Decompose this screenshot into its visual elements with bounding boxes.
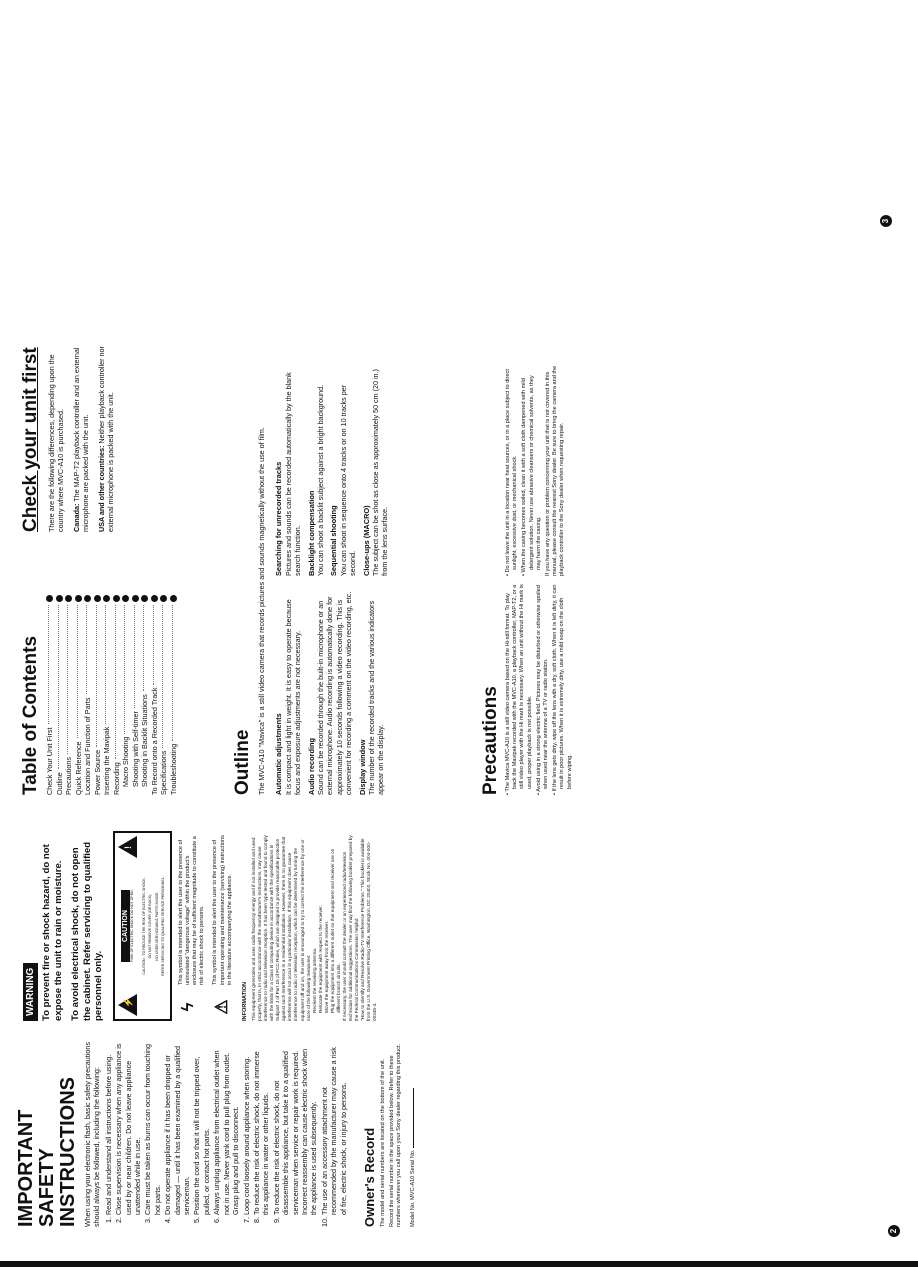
owners-record-title: Owner's Record [361, 1127, 377, 1227]
toc-item[interactable] [140, 595, 150, 795]
toc-dots [105, 605, 106, 724]
safety-section [16, 1042, 417, 1227]
symbol-row-exclamation [212, 831, 234, 1021]
toc-item-label: Outline [54, 772, 64, 795]
caution-line: CAUTION : TO REDUCE THE RISK OF ELECTRIC SHOCK, [141, 877, 146, 975]
outline-section [232, 365, 390, 795]
toc-item[interactable] [102, 595, 112, 795]
toc-dots [134, 605, 135, 708]
safety-title-line1: IMPORTANT SAFETY [15, 1109, 58, 1227]
toc-item-label: Macro Shooting [121, 736, 130, 787]
toc-item[interactable] [121, 595, 131, 795]
page-bullet-icon [56, 595, 63, 602]
outline-text: The subject can be shot as close as approximately 50 cm (20 in.) from the lens surface. [371, 369, 390, 576]
exclamation-triangle-icon: ! [118, 836, 137, 858]
page-bullet-icon [151, 595, 158, 602]
check-usa-text: Neither playback controller nor external microphone is packed with the unit. [96, 346, 116, 532]
toc-dots [153, 605, 154, 685]
toc-dots [124, 605, 125, 734]
outline-heading: Display window [357, 739, 367, 795]
caution-label-box [113, 831, 172, 1021]
page-bullet-icon [170, 595, 177, 602]
precaution-item: • The Mavica MVC-A10 is a still video camera based on the Hi-still format. To play back the Mavipak recorded with the MVC-A10, a playback controller, MAP-T2, or a still video player with the Hi mark is necessary. When an unit without the Hi mark is used, proper playback is not possible. [505, 584, 533, 795]
page-bullet-icon [84, 595, 91, 602]
safety-item: 10. The use of an accessory attachment not recommended by the manufacturer may cause a risk of fire, electric shock, or injury to persons. [320, 1042, 348, 1215]
precautions-columns [505, 365, 576, 795]
precaution-item: • When the casing becomes soiled, clean it with a soft cloth dampened with mild detergent solution. Never use abrasive cleansers or chemical solvents, as they may harm the casing. [521, 375, 542, 576]
safety-item: 3. Care must be taken as burns can occur from touching hot parts. [143, 1042, 162, 1215]
toc-item[interactable] [169, 595, 179, 795]
precaution-item: • Avoid using in a strong electric field. Pictures may be disturbed or otherwise spoiled when used near the antenna of a TV or radio station. [535, 585, 550, 795]
outline-heading: Close-ups (MACRO) [361, 505, 371, 576]
outline-intro: The MVC-A10 "Mavica" is a still video camera that records pictures and sounds magnetically without the use of film. [257, 427, 266, 795]
precaution-text: If the lens gets dirty, wipe off the lens with a dry, soft cloth. When it is left dirty, it can result in poor pictures. When it is extremely dirty, use a mild soap on the cloth before wiping. [552, 584, 573, 792]
safety-intro: When using your electronic flash, basic safety precautions should always be followed, including the following: [83, 1042, 102, 1227]
lightning-symbol-icon: ϟ [177, 1002, 197, 1012]
information-p3: "How to Identify and Resolve Radio-TV Interference Problems." This booklet is available from the U.S. Government Printing Office, Washington, DC 20402, Stock No. 004-000-00345-4. [359, 838, 378, 1021]
outline-heading: Searching for unrecorded tracks [274, 461, 284, 576]
caution-header-row [118, 836, 137, 1016]
information-measure: Plug the equipment into a different outlet so that equipment and receiver are on different branch circuits. [329, 848, 341, 1013]
page-bullet-icon [94, 595, 101, 602]
precaution-note: If you have any question or problem concerning your unit that is not covered in this manual, please consult the nearest Sony dealer. Be sure to bring the camera and the playback controller to the Sony dealer when requesting repair. [545, 365, 566, 576]
toc-dots [77, 605, 78, 738]
caution-line: DO NOT REMOVE COVER (OR BACK). [148, 893, 152, 959]
page-bullet-icon [65, 595, 72, 602]
information-title: INFORMATION [241, 981, 248, 1021]
toc-item[interactable] [93, 595, 103, 795]
precaution-text: When the casing becomes soiled, clean it with a soft cloth dampened with mild detergent solution. Never use abrasive cleansers or chemical solvents, as they may harm the casing. [521, 375, 542, 573]
symbol-voltage-text: This symbol is intended to alert the user to the presence of uninsulated "dangerous voltage" within the product's enclosure that may be of sufficient magnitude to constitute a risk of electric shock to persons. [177, 836, 206, 985]
warning-p2: To avoid electrical shock, do not open the cabinet. Refer servicing to qualified personnel only. [70, 841, 104, 1021]
check-canada-text: The MAP-T2 playback controller and an external microphone are packed with the unit. [71, 347, 91, 532]
page-number-left: 2 [888, 1225, 900, 1237]
page-bullet-icon [160, 595, 167, 602]
exclamation-symbol-icon: ⚠ [212, 999, 232, 1015]
toc-dots [162, 605, 163, 748]
outline-heading: Automatic adjustments [274, 713, 284, 795]
outline-text: Sound can be recorded through the built-in microphone or an external microphone. Audio recording is automatically done for approximately 10 seconds following a video recording. This is convenient for recording a comment on the video recording, etc. [316, 591, 354, 795]
caution-tag: CAUTION [121, 890, 130, 961]
safety-title [16, 1042, 79, 1227]
page-bullet-icon [122, 595, 129, 602]
toc-item[interactable] [159, 595, 169, 795]
information-measure: Relocate the equipment with respect to the receiver. [317, 905, 323, 1013]
check-canada [72, 332, 91, 532]
check-intro: There are the following differences, depending upon the country where MVC-A10 is purchased. [47, 354, 66, 532]
toc-item[interactable] [64, 595, 74, 795]
owners-model-line [410, 1042, 417, 1227]
toc-item-label: Location and Function of Parts [83, 697, 92, 795]
caution-line: NO USER-SERVICEABLE PARTS INSIDE. [154, 891, 159, 961]
toc-item-label: Shooting in Backlit Situations [140, 694, 149, 787]
owners-p2: Record the serial number in the space provided below. Refer to these numbers whenever you call upon your Sony dealer regarding this product. [389, 1043, 403, 1227]
toc-item-label: Troubleshooting [168, 743, 178, 795]
safety-list [104, 1042, 348, 1227]
toc-dots [48, 605, 49, 724]
safety-item: 1. Read and understand all instructions before using. [104, 1042, 113, 1215]
page-bullet-icon [46, 595, 53, 602]
toc-item-label: Inserting the Mavipak [102, 726, 111, 795]
toc-dots [143, 605, 144, 691]
toc-dots [115, 605, 116, 759]
caution-tag-sub: RISK OF ELECTRIC SHOCK DO NOT OPEN [129, 890, 134, 962]
information-p2: If necessary, the user should consult the dealer or an experienced radio/television technician for additional suggestions. The user may find the following booklet prepared by the Federal Communications Commission helpful: [341, 835, 359, 1021]
precautions-section [480, 365, 576, 795]
check-usa [97, 332, 116, 532]
safety-item: 8. To reduce the risk of electric shock, do not immerse this appliance in water or other liquids. [252, 1042, 271, 1215]
safety-item: 7. Loop cord loosely around appliance when storing. [242, 1042, 251, 1215]
check-canada-label: Canada: [71, 503, 81, 532]
toc-item[interactable] [112, 595, 122, 795]
page-bullet-icon [141, 595, 148, 602]
check-usa-label: USA and other countries: [96, 445, 106, 532]
toc-item[interactable] [131, 595, 141, 795]
precaution-text: Do not leave the unit in a location near heat sources, or in a place subject to direct sunlight, excessive dust, or mechanical shock. [505, 369, 519, 573]
toc-section [20, 595, 178, 795]
owners-p1: The model and serial numbers are located on the bottom of the unit. [379, 1058, 386, 1227]
toc-dots [172, 605, 173, 741]
precautions-title: Precautions [480, 686, 501, 795]
caution-text [141, 836, 167, 1016]
symbol-exclamation-text: This symbol is intended to alert the user to the presence of important operating and maintenance (servicing) instructions in the literature accompanying the appliance. [212, 835, 233, 985]
page-bullet-icon [103, 595, 110, 602]
toc-item-label: Check Your Unit First [45, 727, 54, 795]
owners-model: Model No. MVC-A10 Serial No. [409, 1149, 416, 1227]
outline-text: Pictures and sounds can be recorded automatically by the blank search function. [283, 372, 303, 576]
toc-title: Table of Contents [20, 635, 41, 795]
toc-dots [86, 605, 87, 695]
outline-text: You can shoot in sequence onto 4 tracks or on 10 tracks per second. [338, 384, 358, 576]
lightning-triangle-icon: ⚡ [118, 994, 137, 1016]
toc-item-label: Specifications [159, 750, 168, 795]
warning-label: WARNING [23, 963, 38, 1021]
information-p1: This equipment generates and uses radio frequency energy and if not installed and used properly, that is, in strict accordance with the manufacturer's instructions, may cause interference to radio and television reception. It has been type tested and found to comply with the limits for a Class B computing device in accordance with the specifications in Subpart J of Part 15 of FCC Rules, which are designed to provide reasonable protection against such interference in a residential installation. However, there is no guarantee that interference will not occur in a particular installation. If this equipment does cause interference to radio or television reception, which can be determined by turning the equipment off and on, the user is encouraged to try to correct the interference by one or more of the following measures: [251, 835, 311, 1021]
page-bullet-icon [75, 595, 82, 602]
toc-item[interactable] [83, 595, 93, 795]
toc-dots [58, 605, 59, 769]
outline-text: You can shoot a backlit subject against a bright background. [316, 384, 326, 576]
toc-item-label: Power Source [92, 749, 102, 795]
safety-item: 6. Always unplug appliance from electrical outlet when not in use. Never yank cord to pull plug from outlet. Grasp plug and pull to disconnect. [212, 1042, 240, 1215]
outline-heading: Backlight compensation [306, 490, 316, 576]
outline-text: The number of the recorded tracks and the various indicators appear on the display. [367, 600, 386, 795]
caution-line: REFER SERVICING TO QUALIFIED SERVICE PERSONNEL. [161, 876, 165, 976]
check-section [20, 332, 115, 532]
toc-item-label: Quick Reference [73, 741, 83, 795]
precaution-text: Avoid using in a strong electric field. Pictures may be disturbed or otherwise spoiled when used near the antenna of a TV or radio station. [535, 585, 550, 792]
information-body [251, 831, 378, 1021]
toc-item[interactable] [150, 595, 160, 795]
outline-title: Outline [232, 729, 253, 795]
toc-item-label: Precautions [64, 757, 73, 795]
page-number-right: 3 [880, 215, 892, 227]
toc-item[interactable] [55, 595, 65, 795]
toc-item-label: Recording [111, 762, 121, 795]
safety-title-line2: INSTRUCTIONS [57, 1077, 79, 1227]
toc-item-label: To Record onto a Recorded Track [149, 687, 159, 795]
precaution-item: • Do not leave the unit in a location near heat sources, or in a place subject to direct sunlight, excessive dust, or mechanical shock. [505, 369, 519, 576]
outline-columns [270, 365, 389, 795]
precaution-item: • If the lens gets dirty, wipe off the lens with a dry, soft cloth. When it is left dirty, it can result in poor pictures. When it is extremely dirty, use a mild soap on the cloth before wiping. [552, 584, 573, 795]
toc-list [45, 595, 178, 795]
page-bullet-icon [113, 595, 120, 602]
symbol-row-voltage [178, 831, 207, 1021]
outline-text: It is compact and light in weight. It is easy to operate because focus and exposure adjustments are not necessary. [283, 599, 303, 795]
outline-col-right [270, 365, 389, 576]
safety-item: 4. Do not operate appliance if it has been dropped or damaged — until it has been examined by a qualified serviceman. [163, 1042, 191, 1215]
information-measure: Move the equipment away from the receiver. [323, 920, 329, 1013]
precautions-col-left [505, 584, 576, 795]
toc-dots [67, 605, 68, 754]
safety-item: 2. Close supervision is necessary when any appliance is used by or near children. Do not leave appliance unattended while in use. [114, 1042, 142, 1215]
safety-item: 9. To reduce the risk of electric shock, do not disassemble this appliance, but take it to a qualified serviceman when service or repair work is required. Incorrect reassembly can cause electric shock when the appliance is used subsequently. [272, 1042, 319, 1215]
precautions-col-right [505, 365, 576, 576]
check-title: Check your unit first [20, 347, 41, 532]
outline-heading: Audio recording [306, 737, 316, 795]
information-measure: Reorient the receiving antenna. [311, 947, 317, 1013]
toc-item[interactable] [45, 595, 55, 795]
outline-col-left [270, 584, 389, 795]
toc-item-label: Shooting with Self-timer [130, 711, 140, 787]
warning-section [20, 831, 378, 1021]
safety-item: 5. Position the cord so that it will not be tripped over, pulled, or contact hot parts. [192, 1042, 211, 1215]
outline-heading: Sequential shooting [329, 505, 339, 576]
precaution-text: The Mavica MVC-A10 is a still video camera based on the Hi-still format. To play back the Mavipak recorded with the MVC-A10, a playback controller, MAP-T2, or a still video player with the Hi mark is necessary. When an unit without the Hi mark is used, proper playback is not possible. [505, 584, 533, 792]
toc-dots [96, 605, 97, 747]
serial-blank-line [413, 1088, 414, 1148]
page-bullet-icon [132, 595, 139, 602]
toc-item[interactable] [74, 595, 84, 795]
scan-edge-bar [0, 1261, 918, 1267]
caution-tag-wrap [121, 890, 134, 961]
warning-p1: To prevent fire or shock hazard, do not expose the unit to rain or moisture. [41, 844, 64, 1021]
